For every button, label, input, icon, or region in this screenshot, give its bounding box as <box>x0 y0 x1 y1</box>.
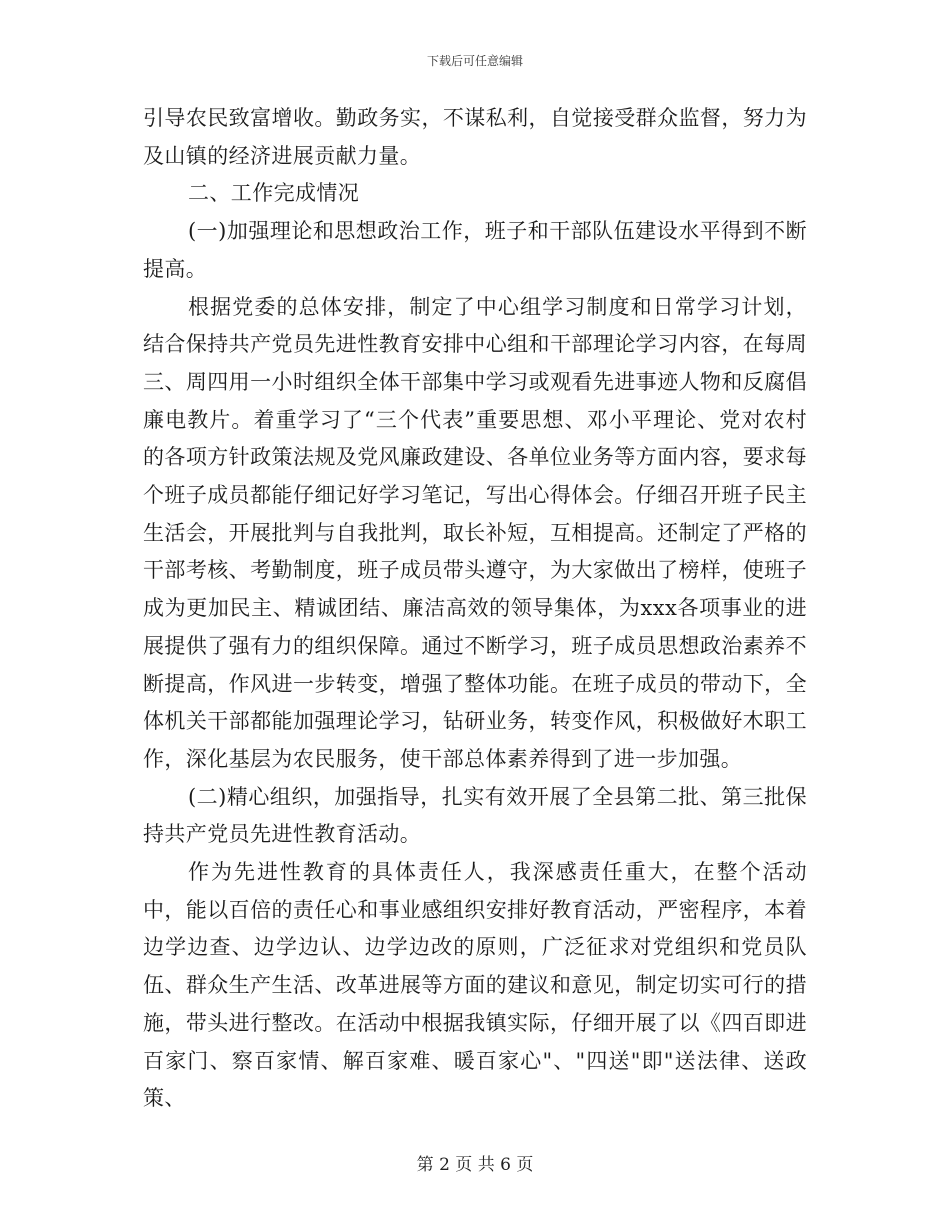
document-body <box>143 100 807 1118</box>
subsection-heading-2: (二)精心组织，加强指导，扎实有效开展了全县第二批、第三批保持共产党员先进性教育活动。 <box>143 784 807 847</box>
paragraph-continuation: 引导农民致富增收。勤政务实，不谋私利，自觉接受群众监督，努力为及山镇的经济进展贡献力量。 <box>143 106 807 168</box>
paragraph-education: 作为先进性教育的具体责任人，我深感责任重大，在整个活动中，能以百倍的责任心和事业感组织安排好教育活动，严密程序，本着边学边查、边学边认、边学边改的原则，广泛征求对党组织和党员队伍、群众生产生活、改革进展等方面的建议和意见，制定切实可行的措施，带头进行整改。在活动中根据我镇实际，仔细开展了以《四百即进百家门、察百家情、解百家难、暖百家心"、"四送"即"送法律、送政策、 <box>143 860 807 1111</box>
subsection-heading-1: (一)加强理论和思想政治工作，班子和干部队伍建设水平得到不断提高。 <box>143 219 807 281</box>
paragraph-study: 根据党委的总体安排，制定了中心组学习制度和日常学习计划，结合保持共产党员先进性教育安排中心组和干部理论学习内容，在每周三、周四用一小时组织全体干部集中学习或观看先进事迹人物和反腐倡廉电教片。着重学习了“三个代表”重要思想、邓小平理论、党对农村的各项方针政策法规及党风廉政建设、各单位业务等方面内容，要求每个班子成员都能仔细记好学习笔记，写出心得体会。仔细召开班子民主生活会，开展批判与自我批判，取长补短，互相提高。还制定了严格的干部考核、考勤制度，班子成员带头遵守，为大家做出了榜样，使班子成为更加民主、精诚团结、廉洁高效的领导集体，为xxx各项事业的进展提供了强有力的组织保障。通过不断学习，班子成员思想政治素养不断提高，作风进一步转变，增强了整体功能。在班子成员的带动下，全体机关干部都能加强理论学习，钻研业务，转变作风，积极做好木职工作，深化基层为农民服务，使干部总体素养得到了进一步加强。 <box>143 294 807 771</box>
section-heading: 二、工作完成情况 <box>188 181 360 206</box>
page-header: 下载后可任意编辑 <box>426 54 523 68</box>
page-footer: 第 2 页 共 6 页 <box>416 1155 534 1175</box>
